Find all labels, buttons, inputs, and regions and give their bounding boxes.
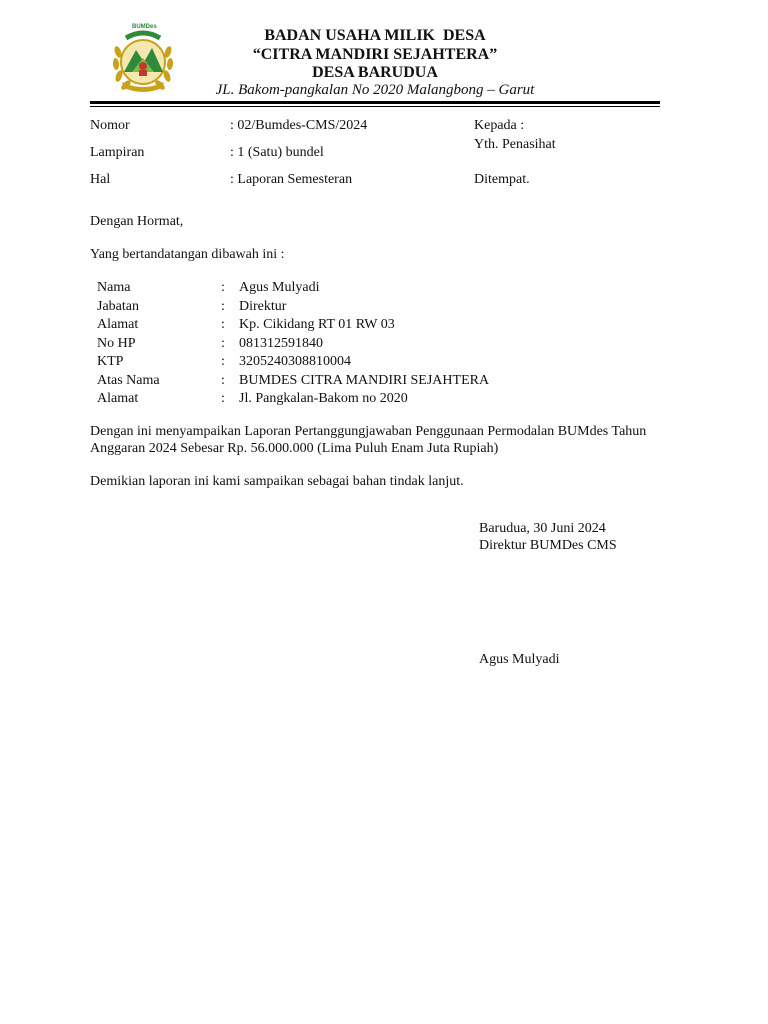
signature-position: Direktur BUMDes CMS: [479, 538, 617, 553]
identity-row: [97, 335, 489, 354]
logo-text: BUMDes: [132, 24, 157, 30]
identity-row: [97, 372, 489, 391]
identity-value: Agus Mulyadi: [239, 280, 320, 295]
identity-label: Alamat: [97, 391, 139, 406]
identity-colon: :: [221, 280, 225, 295]
report-paragraph-line1: Dengan ini menyampaikan Laporan Pertanggungjawaban Penggunaan Permodalan BUMdes Tahun: [90, 424, 647, 439]
identity-value: Jl. Pangkalan-Bakom no 2020: [239, 391, 408, 406]
hal-label: Hal: [90, 172, 111, 187]
identity-label: KTP: [97, 354, 124, 369]
greeting: Dengan Hormat,: [90, 214, 184, 229]
org-line: BADAN USAHA MILIK DESA: [264, 27, 486, 44]
header-divider-thin: [90, 106, 660, 107]
identity-row: [97, 316, 489, 335]
identity-row: [97, 298, 489, 317]
identity-label: Jabatan: [97, 298, 139, 314]
recipient-kepada: Kepada :: [474, 118, 525, 133]
identity-label: Alamat: [97, 317, 139, 332]
nomor-value: : 02/Bumdes-CMS/2024: [230, 118, 368, 133]
recipient-ditempat: Ditempat.: [474, 172, 530, 187]
identity-colon: :: [221, 391, 225, 406]
closing-paragraph: Demikian laporan ini kami sampaikan sebagai bahan tindak lanjut.: [90, 474, 464, 489]
identity-row: [97, 390, 489, 409]
identity-table: [97, 279, 489, 409]
hal-value: : Laporan Semesteran: [230, 172, 353, 187]
identity-value: BUMDES CITRA MANDIRI SEJAHTERA: [239, 372, 490, 388]
identity-value: 081312591840: [239, 335, 323, 351]
header-divider-thick: [90, 101, 660, 104]
identity-label: Nama: [97, 280, 131, 295]
recipient-yth: Yth. Penasihat: [474, 137, 556, 152]
identity-colon: :: [221, 372, 225, 388]
identity-colon: :: [221, 298, 225, 314]
identity-value: Direktur: [239, 298, 287, 314]
identity-colon: :: [221, 335, 225, 351]
identity-row: [97, 279, 489, 298]
bumdes-logo: [108, 22, 178, 94]
letterhead-title: [190, 27, 560, 83]
lampiran-value: : 1 (Satu) bundel: [230, 145, 324, 160]
org-name-line: “CITRA MANDIRI SEJAHTERA”: [252, 45, 498, 63]
signature-name: Agus Mulyadi: [479, 652, 560, 667]
report-paragraph: [90, 423, 670, 457]
signature-place-date: Barudua, 30 Juni 2024: [479, 521, 606, 536]
letterhead-address: JL. Bakom-pangkalan No 2020 Malangbong – Garut: [215, 82, 535, 98]
identity-value: Kp. Cikidang RT 01 RW 03: [239, 317, 395, 332]
identity-label: No HP: [97, 335, 136, 351]
identity-row: [97, 353, 489, 372]
intro-line: Yang bertandatangan dibawah ini :: [90, 247, 285, 262]
village-line: DESA BARUDUA: [312, 64, 438, 81]
lampiran-label: Lampiran: [90, 145, 145, 160]
nomor-label: Nomor: [90, 118, 130, 133]
report-paragraph-line2: Anggaran 2024 Sebesar Rp. 56.000.000 (Lima Puluh Enam Juta Rupiah): [90, 441, 499, 456]
identity-colon: :: [221, 354, 225, 369]
identity-label: Atas Nama: [97, 372, 160, 388]
identity-value: 3205240308810004: [239, 354, 351, 369]
identity-colon: :: [221, 317, 225, 332]
